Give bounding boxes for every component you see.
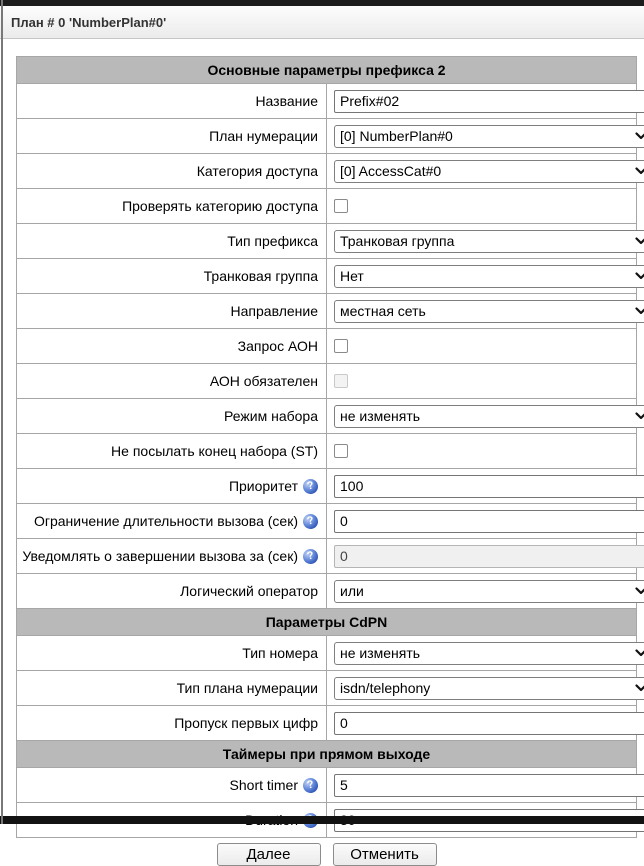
table-row bbox=[17, 329, 637, 364]
cancel-button[interactable]: Отменить bbox=[333, 843, 437, 866]
field-label: Режим набора bbox=[224, 408, 318, 424]
table-row bbox=[17, 57, 637, 84]
check-access-category-checkbox[interactable] bbox=[334, 199, 348, 213]
prefix-settings-table bbox=[16, 56, 637, 838]
table-row bbox=[17, 539, 637, 574]
window-left-edge bbox=[1, 0, 3, 824]
field-label: Проверять категорию доступа bbox=[122, 198, 318, 214]
number-type-select[interactable] bbox=[334, 642, 644, 665]
table-row bbox=[17, 294, 637, 329]
table-row bbox=[17, 504, 637, 539]
help-icon[interactable]: ? bbox=[302, 513, 320, 531]
table-row bbox=[17, 364, 637, 399]
field-label: АОН обязателен bbox=[209, 373, 318, 389]
call-duration-limit-input[interactable] bbox=[334, 510, 644, 533]
table-row bbox=[17, 189, 637, 224]
numbering-plan-select[interactable] bbox=[334, 125, 644, 148]
caller-id-required-checkbox bbox=[334, 374, 348, 388]
table-row bbox=[17, 434, 637, 469]
logical-operator-select[interactable] bbox=[334, 580, 644, 603]
no-end-of-dial-st-checkbox[interactable] bbox=[334, 444, 348, 458]
page-title: План # 0 'NumberPlan#0' bbox=[11, 14, 167, 30]
table-row bbox=[17, 636, 637, 671]
field-label: Логический оператор bbox=[180, 583, 318, 599]
prefix-type-select[interactable] bbox=[334, 230, 644, 253]
help-icon[interactable]: ? bbox=[302, 777, 320, 795]
table-row bbox=[17, 469, 637, 504]
field-label: Приоритет bbox=[228, 477, 298, 494]
field-label: Уведомлять о завершении вызова за (сек) bbox=[22, 547, 298, 564]
section-header-direct-exit-timers: Таймеры при прямом выходе bbox=[17, 741, 637, 768]
notify-before-call-end-input bbox=[334, 545, 644, 568]
table-row bbox=[17, 768, 637, 803]
table-row bbox=[17, 84, 637, 119]
window-bottom-edge bbox=[0, 816, 644, 824]
table-row bbox=[17, 259, 637, 294]
field-label: Транковая группа bbox=[203, 268, 318, 284]
trunk-group-select[interactable] bbox=[334, 265, 644, 288]
help-icon[interactable]: ? bbox=[302, 478, 320, 496]
field-label: План нумерации bbox=[209, 128, 318, 144]
window-titlebar bbox=[0, 6, 644, 39]
name-input[interactable] bbox=[334, 90, 644, 113]
section-header-main-params: Основные параметры префикса 2 bbox=[17, 57, 637, 84]
field-label: Тип префикса bbox=[227, 233, 318, 249]
table-row bbox=[17, 741, 637, 768]
dial-mode-select[interactable] bbox=[334, 405, 644, 428]
table-row bbox=[17, 399, 637, 434]
form-actions bbox=[16, 843, 637, 866]
access-category-select[interactable] bbox=[334, 160, 644, 183]
table-row bbox=[17, 671, 637, 706]
field-label: Категория доступа bbox=[196, 163, 318, 179]
field-label: Пропуск первых цифр bbox=[174, 715, 318, 731]
field-label: Направление bbox=[230, 303, 318, 319]
next-button[interactable]: Далее bbox=[217, 843, 321, 866]
table-row bbox=[17, 154, 637, 189]
direction-select[interactable] bbox=[334, 300, 644, 323]
short-timer-input[interactable] bbox=[334, 774, 644, 797]
field-label: Ограничение длительности вызова (сек) bbox=[33, 512, 298, 529]
table-row bbox=[17, 706, 637, 741]
field-label: Тип плана нумерации bbox=[176, 680, 318, 696]
table-row bbox=[17, 119, 637, 154]
skip-first-digits-input[interactable] bbox=[334, 712, 644, 735]
help-icon[interactable]: ? bbox=[302, 548, 320, 566]
field-label: Тип номера bbox=[242, 645, 318, 661]
field-label: Short timer bbox=[229, 776, 298, 793]
table-row bbox=[17, 224, 637, 259]
priority-input[interactable] bbox=[334, 475, 644, 498]
table-row bbox=[17, 609, 637, 636]
field-label: Название bbox=[255, 93, 318, 109]
table-row bbox=[17, 574, 637, 609]
request-caller-id-checkbox[interactable] bbox=[334, 339, 348, 353]
section-header-cdpn-params: Параметры CdPN bbox=[17, 609, 637, 636]
field-label: Запрос АОН bbox=[237, 338, 318, 354]
numbering-plan-type-select[interactable] bbox=[334, 677, 644, 700]
field-label: Не посылать конец набора (ST) bbox=[111, 443, 318, 459]
